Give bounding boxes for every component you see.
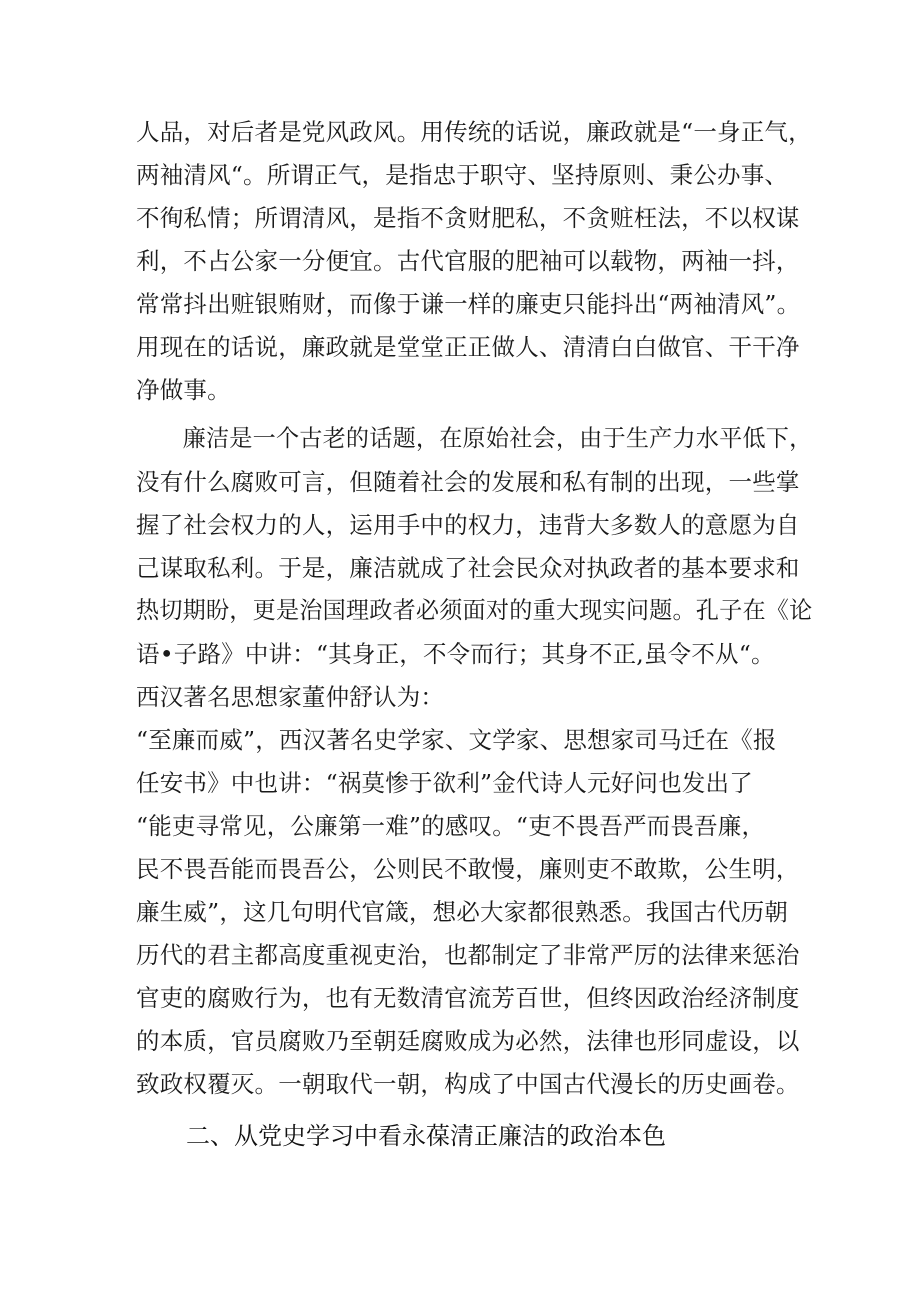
text-line: 任安书》中也讲：“祸莫惨于欲利”金代诗人元好问也发出了 bbox=[136, 769, 753, 797]
text-line: “至廉而威”，西汉著名史学家、文学家、思想家司马迁在《报 bbox=[136, 726, 777, 754]
text-line: 的本质，官员腐败乃至朝廷腐败成为必然，法律也形同虚设，以 bbox=[136, 1027, 800, 1055]
text-line: 不徇私情；所谓清风，是指不贪财肥私，不贪赃枉法，不以权谋 bbox=[136, 204, 800, 232]
text-line: 西汉著名思想家董仲舒认为： bbox=[136, 683, 445, 711]
text-line: 用现在的话说，廉政就是堂堂正正做人、清清白白做官、干干净 bbox=[136, 333, 800, 361]
text-line: 热切期盼，更是治国理政者必须面对的重大现实问题。孔子在《论 bbox=[136, 598, 813, 624]
section-heading: 二、从党史学习中看永葆清正廉洁的政治本色 bbox=[186, 1122, 666, 1150]
text-line: “能吏寻常见，公廉第一难”的感叹。“吏不畏吾严而畏吾廉， bbox=[136, 812, 766, 840]
text-line: 致政权覆灭。一朝取代一朝，构成了中国古代漫长的历史画卷。 bbox=[136, 1070, 800, 1098]
text-line: 己谋取私利。于是，廉洁就成了社会民众对执政者的基本要求和 bbox=[136, 554, 800, 582]
text-line: 利，不占公家一分便宜。古代官服的肥袖可以载物，两袖一抖， bbox=[136, 247, 800, 275]
text-line: 语•子路》中讲：“其身正，不令而行；其身不正,虽令不从“。 bbox=[136, 640, 775, 668]
text-line: 官吏的腐败行为，也有无数清官流芳百世，但终因政治经济制度 bbox=[136, 984, 800, 1012]
text-line: 常常抖出赃银贿财，而像于谦一样的廉吏只能抖出“两袖清风”。 bbox=[136, 290, 801, 318]
text-line: 握了社会权力的人，运用手中的权力，违背大多数人的意愿为自 bbox=[136, 511, 800, 539]
text-line: 廉生威”，这几句明代官箴，想必大家都很熟悉。我国古代历朝 bbox=[136, 898, 789, 926]
text-line: 民不畏吾能而畏吾公，公则民不敢慢，廉则吏不敢欺，公生明， bbox=[136, 855, 800, 883]
text-line: 人品，对后者是党风政风。用传统的话说，廉政就是“一身正气， bbox=[136, 118, 812, 146]
text-line: 廉洁是一个古老的话题，在原始社会，由于生产力水平低下， bbox=[136, 426, 813, 452]
text-line: 净做事。 bbox=[136, 376, 231, 404]
text-line: 两袖清风“。所谓正气，是指忠于职守、坚持原则、秉公办事、 bbox=[136, 161, 789, 189]
text-line: 没有什么腐败可言，但随着社会的发展和私有制的出现，一些掌 bbox=[136, 468, 800, 496]
text-line: 历代的君主都高度重视吏治，也都制定了非常严厉的法律来惩治 bbox=[136, 941, 800, 969]
